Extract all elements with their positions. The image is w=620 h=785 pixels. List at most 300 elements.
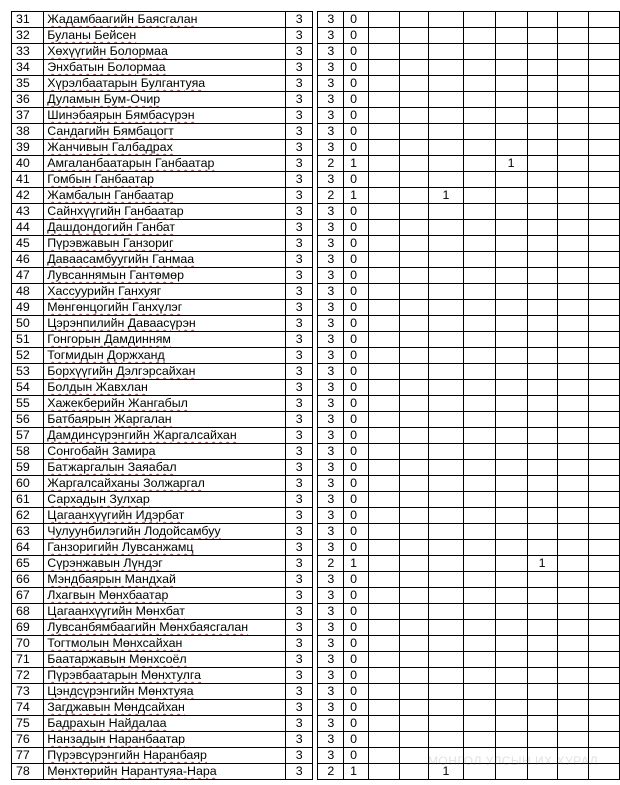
row-number: 32 <box>12 28 44 44</box>
extra-cell <box>557 652 588 668</box>
extra-cell <box>527 300 557 316</box>
extra-cell <box>399 732 428 748</box>
row-number: 65 <box>12 556 44 572</box>
extra-cell <box>429 476 464 492</box>
value-c: 0 <box>344 92 369 108</box>
extra-cell <box>368 364 399 380</box>
extra-cell <box>557 124 588 140</box>
extra-cell <box>368 476 399 492</box>
extra-cell <box>527 284 557 300</box>
table-row <box>12 508 620 524</box>
extra-cell <box>588 76 619 92</box>
extra-cell <box>429 460 464 476</box>
extra-cell <box>463 444 495 460</box>
extra-cell <box>463 476 495 492</box>
extra-cell <box>495 540 527 556</box>
extra-cell <box>527 140 557 156</box>
extra-cell <box>527 12 557 28</box>
value-a: 3 <box>286 156 313 172</box>
value-c: 0 <box>344 236 369 252</box>
extra-cell <box>557 412 588 428</box>
table-row <box>12 28 620 44</box>
extra-cell <box>399 268 428 284</box>
value-c: 0 <box>344 700 369 716</box>
row-number: 39 <box>12 140 44 156</box>
row-number: 54 <box>12 380 44 396</box>
extra-cell <box>399 604 428 620</box>
person-name: Пүрэвбаатарын Мөнхтулга <box>44 668 286 684</box>
value-a: 3 <box>286 12 313 28</box>
person-name: Сайнхүүгийн Ганбаатар <box>44 204 286 220</box>
value-c: 0 <box>344 492 369 508</box>
extra-cell <box>495 492 527 508</box>
value-c: 0 <box>344 444 369 460</box>
table-row <box>12 604 620 620</box>
row-number: 38 <box>12 124 44 140</box>
table-row <box>12 252 620 268</box>
row-number: 31 <box>12 12 44 28</box>
extra-cell <box>429 572 464 588</box>
person-name: Жамбалын Ганбаатар <box>44 188 286 204</box>
person-name: Цэрэнпилийн Даваасүрэн <box>44 316 286 332</box>
person-name: Сандагийн Бямбацогт <box>44 124 286 140</box>
extra-cell <box>557 268 588 284</box>
extra-cell <box>463 316 495 332</box>
extra-cell <box>368 268 399 284</box>
row-number: 41 <box>12 172 44 188</box>
extra-cell <box>399 220 428 236</box>
value-b: 3 <box>318 348 344 364</box>
person-name: Чулуунбилэгийн Лодойсамбуу <box>44 524 286 540</box>
extra-cell <box>368 188 399 204</box>
extra-cell <box>495 380 527 396</box>
extra-cell <box>368 764 399 780</box>
value-c: 0 <box>344 348 369 364</box>
person-name: Мөнхтөрийн Нарантуяа-Нара <box>44 764 286 780</box>
value-a: 3 <box>286 700 313 716</box>
value-b: 3 <box>318 748 344 764</box>
value-a: 3 <box>286 332 313 348</box>
extra-cell <box>399 204 428 220</box>
row-number: 45 <box>12 236 44 252</box>
extra-cell <box>588 316 619 332</box>
extra-cell <box>588 652 619 668</box>
extra-cell <box>368 380 399 396</box>
extra-cell <box>463 300 495 316</box>
extra-cell <box>557 444 588 460</box>
extra-cell <box>495 588 527 604</box>
table-row <box>12 188 620 204</box>
extra-cell <box>399 284 428 300</box>
extra-cell <box>429 348 464 364</box>
extra-cell <box>368 444 399 460</box>
extra-cell <box>495 204 527 220</box>
person-name: Гонгорын Дамдинням <box>44 332 286 348</box>
extra-cell <box>527 476 557 492</box>
person-name: Болдын Жавхлан <box>44 380 286 396</box>
extra-cell <box>463 540 495 556</box>
extra-cell <box>495 396 527 412</box>
value-c: 0 <box>344 12 369 28</box>
row-number: 76 <box>12 732 44 748</box>
extra-cell <box>527 716 557 732</box>
extra-cell <box>399 572 428 588</box>
extra-cell <box>463 172 495 188</box>
extra-cell <box>399 620 428 636</box>
value-c: 0 <box>344 332 369 348</box>
row-number: 44 <box>12 220 44 236</box>
extra-cell <box>368 172 399 188</box>
mark-cell: 1 <box>527 556 557 572</box>
table-row <box>12 300 620 316</box>
value-a: 3 <box>286 236 313 252</box>
extra-cell <box>588 412 619 428</box>
person-name: Загджавын Мөндсайхан <box>44 700 286 716</box>
value-b: 3 <box>318 492 344 508</box>
value-c: 0 <box>344 396 369 412</box>
extra-cell <box>588 28 619 44</box>
value-b: 3 <box>318 684 344 700</box>
extra-cell <box>429 236 464 252</box>
table-row <box>12 668 620 684</box>
extra-cell <box>368 28 399 44</box>
value-b: 3 <box>318 524 344 540</box>
value-b: 3 <box>318 604 344 620</box>
extra-cell <box>495 460 527 476</box>
value-a: 3 <box>286 44 313 60</box>
value-b: 3 <box>318 668 344 684</box>
extra-cell <box>399 556 428 572</box>
person-name: Мэндбаярын Мандхай <box>44 572 286 588</box>
value-a: 3 <box>286 652 313 668</box>
table-row <box>12 380 620 396</box>
table-row <box>12 700 620 716</box>
extra-cell <box>588 348 619 364</box>
extra-cell <box>399 364 428 380</box>
extra-cell <box>429 140 464 156</box>
extra-cell <box>527 652 557 668</box>
extra-cell <box>429 540 464 556</box>
extra-cell <box>368 412 399 428</box>
extra-cell <box>527 172 557 188</box>
row-number: 48 <box>12 284 44 300</box>
extra-cell <box>463 412 495 428</box>
value-c: 0 <box>344 748 369 764</box>
extra-cell <box>399 460 428 476</box>
extra-cell <box>429 428 464 444</box>
extra-cell <box>557 668 588 684</box>
extra-cell <box>463 668 495 684</box>
extra-cell <box>588 92 619 108</box>
row-number: 66 <box>12 572 44 588</box>
extra-cell <box>527 252 557 268</box>
table-row <box>12 460 620 476</box>
person-name: Тогмидын Доржханд <box>44 348 286 364</box>
extra-cell <box>463 556 495 572</box>
value-b: 2 <box>318 156 344 172</box>
extra-cell <box>527 396 557 412</box>
row-number: 74 <box>12 700 44 716</box>
extra-cell <box>527 332 557 348</box>
extra-cell <box>399 188 428 204</box>
extra-cell <box>588 172 619 188</box>
extra-cell <box>368 588 399 604</box>
table-row <box>12 524 620 540</box>
extra-cell <box>399 652 428 668</box>
extra-cell <box>399 252 428 268</box>
extra-cell <box>588 508 619 524</box>
value-c: 0 <box>344 412 369 428</box>
table-row <box>12 156 620 172</box>
extra-cell <box>463 92 495 108</box>
row-number: 51 <box>12 332 44 348</box>
value-c: 0 <box>344 540 369 556</box>
extra-cell <box>463 460 495 476</box>
extra-cell <box>463 44 495 60</box>
row-number: 70 <box>12 636 44 652</box>
extra-cell <box>463 572 495 588</box>
extra-cell <box>527 364 557 380</box>
extra-cell <box>588 108 619 124</box>
extra-cell <box>463 76 495 92</box>
value-a: 3 <box>286 172 313 188</box>
extra-cell <box>495 172 527 188</box>
row-number: 52 <box>12 348 44 364</box>
extra-cell <box>588 204 619 220</box>
extra-cell <box>399 764 428 780</box>
row-number: 35 <box>12 76 44 92</box>
extra-cell <box>527 76 557 92</box>
value-c: 0 <box>344 524 369 540</box>
extra-cell <box>429 108 464 124</box>
table-row <box>12 76 620 92</box>
extra-cell <box>399 92 428 108</box>
extra-cell <box>495 300 527 316</box>
value-c: 0 <box>344 428 369 444</box>
extra-cell <box>399 28 428 44</box>
extra-cell <box>399 124 428 140</box>
extra-cell <box>588 476 619 492</box>
extra-cell <box>368 572 399 588</box>
value-a: 3 <box>286 188 313 204</box>
value-a: 3 <box>286 76 313 92</box>
value-a: 3 <box>286 364 313 380</box>
person-name: Жадамбаагийн Баясгалан <box>44 12 286 28</box>
person-name: Жанчивын Галбадрах <box>44 140 286 156</box>
extra-cell <box>429 700 464 716</box>
value-c: 0 <box>344 364 369 380</box>
extra-cell <box>399 108 428 124</box>
extra-cell <box>588 124 619 140</box>
value-c: 0 <box>344 284 369 300</box>
person-name: Бадрахын Найдалаа <box>44 716 286 732</box>
extra-cell <box>588 12 619 28</box>
extra-cell <box>429 284 464 300</box>
extra-cell <box>495 556 527 572</box>
person-name: Хүрэлбаатарын Булгантуяа <box>44 76 286 92</box>
extra-cell <box>399 524 428 540</box>
person-name: Хассуурийн Ганхуяг <box>44 284 286 300</box>
extra-cell <box>463 60 495 76</box>
extra-cell <box>463 524 495 540</box>
extra-cell <box>527 236 557 252</box>
extra-cell <box>463 604 495 620</box>
extra-cell <box>527 572 557 588</box>
person-name: Буланы Бейсен <box>44 28 286 44</box>
extra-cell <box>495 268 527 284</box>
extra-cell <box>495 140 527 156</box>
extra-cell <box>429 268 464 284</box>
extra-cell <box>527 380 557 396</box>
value-b: 3 <box>318 252 344 268</box>
value-b: 3 <box>318 76 344 92</box>
value-b: 3 <box>318 636 344 652</box>
extra-cell <box>527 508 557 524</box>
value-c: 0 <box>344 300 369 316</box>
extra-cell <box>429 316 464 332</box>
person-name: Батбаярын Жаргалан <box>44 412 286 428</box>
extra-cell <box>588 188 619 204</box>
extra-cell <box>368 540 399 556</box>
extra-cell <box>495 508 527 524</box>
extra-cell <box>463 732 495 748</box>
extra-cell <box>588 220 619 236</box>
extra-cell <box>429 444 464 460</box>
value-a: 3 <box>286 460 313 476</box>
value-a: 3 <box>286 540 313 556</box>
extra-cell <box>527 668 557 684</box>
extra-cell <box>463 716 495 732</box>
table-row <box>12 316 620 332</box>
extra-cell <box>399 12 428 28</box>
table-row <box>12 732 620 748</box>
person-name: Баатаржавын Мөнхсоёл <box>44 652 286 668</box>
extra-cell <box>557 316 588 332</box>
row-number: 47 <box>12 268 44 284</box>
extra-cell <box>429 380 464 396</box>
value-b: 3 <box>318 412 344 428</box>
value-c: 0 <box>344 316 369 332</box>
value-b: 2 <box>318 188 344 204</box>
extra-cell <box>429 652 464 668</box>
extra-cell <box>557 476 588 492</box>
extra-cell <box>557 348 588 364</box>
extra-cell <box>588 668 619 684</box>
value-c: 0 <box>344 652 369 668</box>
value-a: 3 <box>286 732 313 748</box>
extra-cell <box>399 236 428 252</box>
extra-cell <box>429 92 464 108</box>
value-b: 3 <box>318 124 344 140</box>
extra-cell <box>557 572 588 588</box>
extra-cell <box>368 396 399 412</box>
extra-cell <box>495 412 527 428</box>
person-name: Лхагвын Мөнхбаатар <box>44 588 286 604</box>
extra-cell <box>588 588 619 604</box>
extra-cell <box>368 508 399 524</box>
person-name: Жаргалсайханы Золжаргал <box>44 476 286 492</box>
value-b: 3 <box>318 732 344 748</box>
value-a: 3 <box>286 476 313 492</box>
extra-cell <box>557 28 588 44</box>
extra-cell <box>368 156 399 172</box>
extra-cell <box>527 540 557 556</box>
extra-cell <box>495 572 527 588</box>
value-b: 3 <box>318 620 344 636</box>
value-a: 3 <box>286 764 313 780</box>
extra-cell <box>495 652 527 668</box>
person-name: Борхүүгийн Дэлгэрсайхан <box>44 364 286 380</box>
row-number: 50 <box>12 316 44 332</box>
extra-cell <box>557 156 588 172</box>
extra-cell <box>429 668 464 684</box>
extra-cell <box>527 428 557 444</box>
value-b: 3 <box>318 508 344 524</box>
extra-cell <box>463 492 495 508</box>
value-a: 3 <box>286 620 313 636</box>
value-b: 3 <box>318 396 344 412</box>
extra-cell <box>463 620 495 636</box>
extra-cell <box>429 156 464 172</box>
extra-cell <box>557 524 588 540</box>
person-name: Мөнгөнцогийн Ганхүлэг <box>44 300 286 316</box>
extra-cell <box>463 252 495 268</box>
extra-cell <box>588 572 619 588</box>
extra-cell <box>527 732 557 748</box>
extra-cell <box>399 316 428 332</box>
extra-cell <box>368 236 399 252</box>
extra-cell <box>557 556 588 572</box>
value-c: 1 <box>344 556 369 572</box>
extra-cell <box>368 492 399 508</box>
extra-cell <box>557 12 588 28</box>
extra-cell <box>557 44 588 60</box>
person-name: Тогтмолын Мөнхсайхан <box>44 636 286 652</box>
value-a: 3 <box>286 316 313 332</box>
person-name: Гомбын Ганбаатар <box>44 172 286 188</box>
value-b: 3 <box>318 12 344 28</box>
person-name: Пүрэвсүрэнгийн Наранбаяр <box>44 748 286 764</box>
row-number: 63 <box>12 524 44 540</box>
person-name: Сүрэнжавын Лүндэг <box>44 556 286 572</box>
extra-cell <box>495 124 527 140</box>
table-row <box>12 140 620 156</box>
extra-cell <box>527 220 557 236</box>
value-b: 3 <box>318 60 344 76</box>
extra-cell <box>588 380 619 396</box>
value-a: 3 <box>286 28 313 44</box>
person-name: Дамдинсүрэнгийн Жаргалсайхан <box>44 428 286 444</box>
extra-cell <box>588 684 619 700</box>
extra-cell <box>495 220 527 236</box>
extra-cell <box>368 716 399 732</box>
extra-cell <box>495 476 527 492</box>
extra-cell <box>429 172 464 188</box>
extra-cell <box>429 204 464 220</box>
extra-cell <box>588 700 619 716</box>
extra-cell <box>399 44 428 60</box>
person-name: Даваасамбуугийн Ганмаа <box>44 252 286 268</box>
value-b: 3 <box>318 460 344 476</box>
person-name: Амгаланбаатарын Ганбаатар <box>44 156 286 172</box>
extra-cell <box>429 604 464 620</box>
extra-cell <box>527 156 557 172</box>
value-b: 2 <box>318 764 344 780</box>
extra-cell <box>399 300 428 316</box>
value-b: 3 <box>318 652 344 668</box>
extra-cell <box>368 44 399 60</box>
extra-cell <box>527 348 557 364</box>
